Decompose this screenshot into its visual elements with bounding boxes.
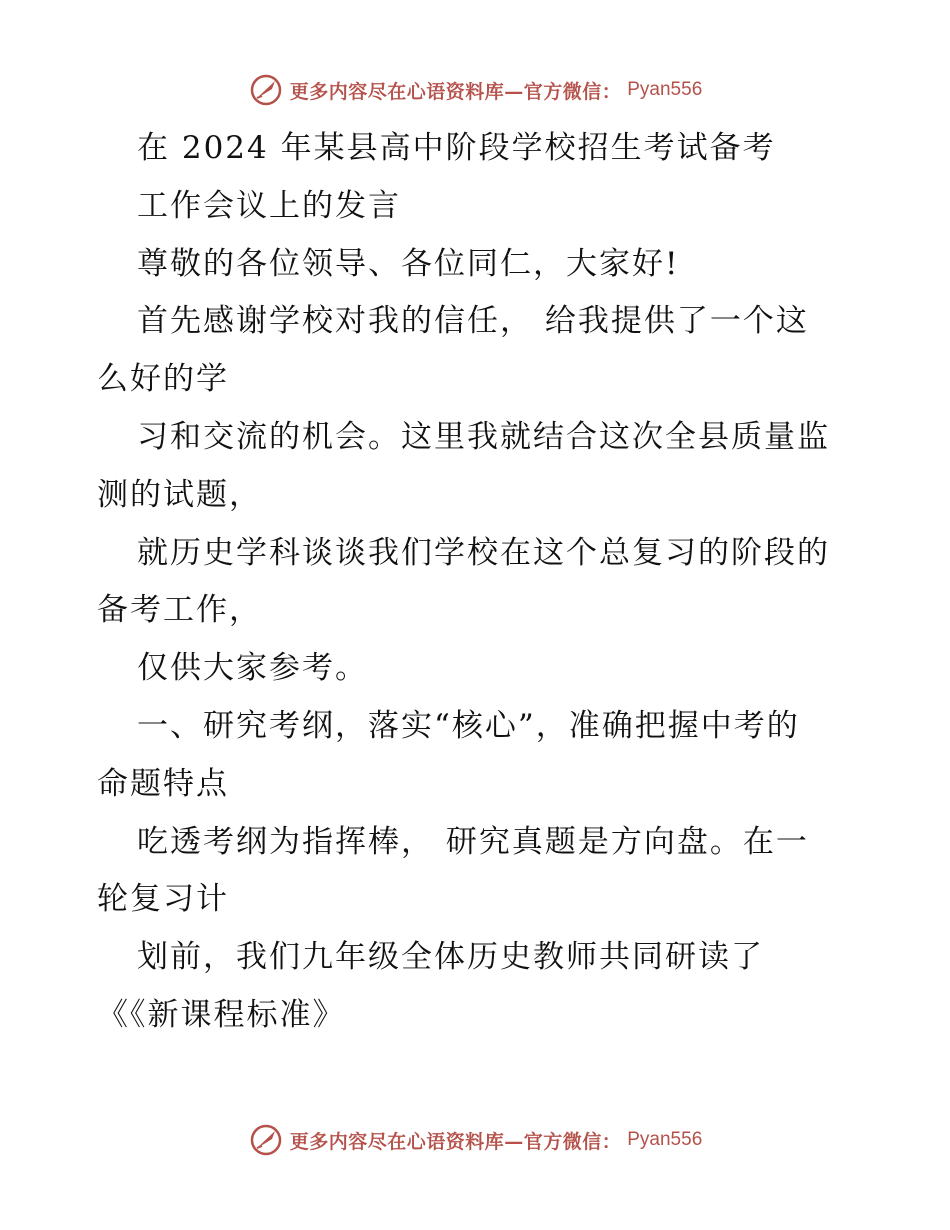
paragraph-line: 测的试题， <box>97 476 262 513</box>
quill-logo-icon <box>248 72 284 108</box>
paragraph-line: 轮复习计 <box>97 881 229 918</box>
paragraph-line: 命题特点 <box>97 765 229 802</box>
paragraph-line: 习和交流的机会。这里我就结合这次全县质量监 <box>137 418 830 455</box>
watermark-text: 更多内容尽在心语资料库—官方微信： <box>289 1130 622 1153</box>
footer-watermark <box>0 1120 950 1160</box>
document-body <box>97 120 857 1045</box>
paragraph-line: 《《新课程标准》 <box>97 996 346 1033</box>
paragraph-line: 一、研究考纲，落实“核心”，准确把握中考的 <box>137 707 800 744</box>
watermark-text: 更多内容尽在心语资料库—官方微信： <box>289 80 622 103</box>
paragraph-line: 么好的学 <box>97 361 229 398</box>
paragraph-line: 仅供大家参考。 <box>137 650 368 687</box>
paragraph-line: 尊敬的各位领导、各位同仁，大家好! <box>137 245 680 282</box>
paragraph-line: 首先感谢学校对我的信任， 给我提供了一个这 <box>137 303 809 340</box>
paragraph-line: 工作会议上的发言 <box>137 187 401 224</box>
paragraph-line: 吃透考纲为指挥棒， 研究真题是方向盘。在一 <box>137 823 809 860</box>
paragraph-line: 备考工作， <box>97 592 262 629</box>
quill-logo-icon <box>248 1122 284 1158</box>
paragraph-line: 就历史学科谈谈我们学校在这个总复习的阶段的 <box>137 534 830 571</box>
paragraph-line: 在 2024 年某县高中阶段学校招生考试备考 <box>137 130 776 166</box>
watermark-wechat-id: Pyan556 <box>627 1129 703 1150</box>
header-watermark <box>0 70 950 110</box>
paragraph-line: 划前，我们九年级全体历史教师共同研读了 <box>137 939 764 976</box>
watermark-wechat-id: Pyan556 <box>627 79 703 100</box>
